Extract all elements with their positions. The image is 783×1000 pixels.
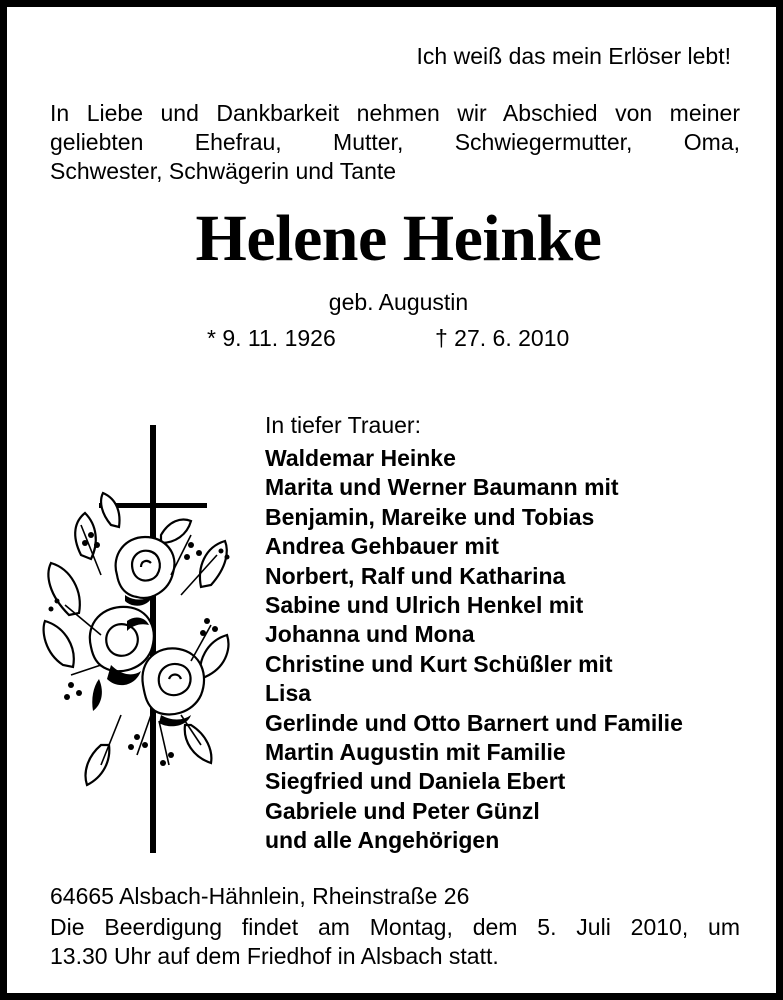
mourning-heading: In tiefer Trauer: [265,412,421,438]
bible-verse: Ich weiß das mein Erlöser lebt! [416,43,731,69]
mourner-name: Siegfried und Daniela Ebert [265,768,566,795]
mourner-name: Andrea Gehbauer mit [265,533,499,560]
mourner-name: Lisa [265,680,312,707]
maiden-name: geb. Augustin [328,289,469,315]
mourner-name: Martin Augustin mit Familie [265,739,566,766]
death-date: † 27. 6. 2010 [435,325,570,351]
intro-line: In Liebe und Dankbarkeit nehmen wir Abschied von meiner [50,100,740,126]
funeral-line: Die Beerdigung findet am Montag, dem 5. Juli 2010, um [50,914,740,940]
mourner-name: Christine und Kurt Schüßler mit [265,650,613,677]
mourner-list [265,444,683,856]
mourner-name: Marita und Werner Baumann mit [265,474,619,501]
family-address: 64665 Alsbach-Hähnlein, Rheinstraße 26 [50,883,470,909]
deceased-name: Helene Heinke [195,202,602,275]
mourner-name: und alle Angehörigen [265,827,500,854]
funeral-line: 13.30 Uhr auf dem Friedhof in Alsbach statt. [50,943,499,969]
funeral-info [50,913,740,971]
mourner-name: Waldemar Heinke [265,445,456,471]
intro-line: geliebten Ehefrau, Mutter, Schwiegermutter, Oma, [50,129,740,155]
mourner-name: Norbert, Ralf und Katharina [265,562,566,589]
mourner-name: Johanna und Mona [265,621,475,648]
cross-with-roses-icon [41,425,231,853]
mourner-name: Sabine und Ulrich Henkel mit [265,592,584,619]
mourner-name: Gabriele und Peter Günzl [265,797,540,824]
intro-line: Schwester, Schwägerin und Tante [50,158,397,184]
mourner-name: Benjamin, Mareike und Tobias [265,503,595,530]
mourner-name: Gerlinde und Otto Barnert und Familie [265,709,683,736]
intro-text [50,99,740,186]
birth-date: * 9. 11. 1926 [207,325,336,351]
